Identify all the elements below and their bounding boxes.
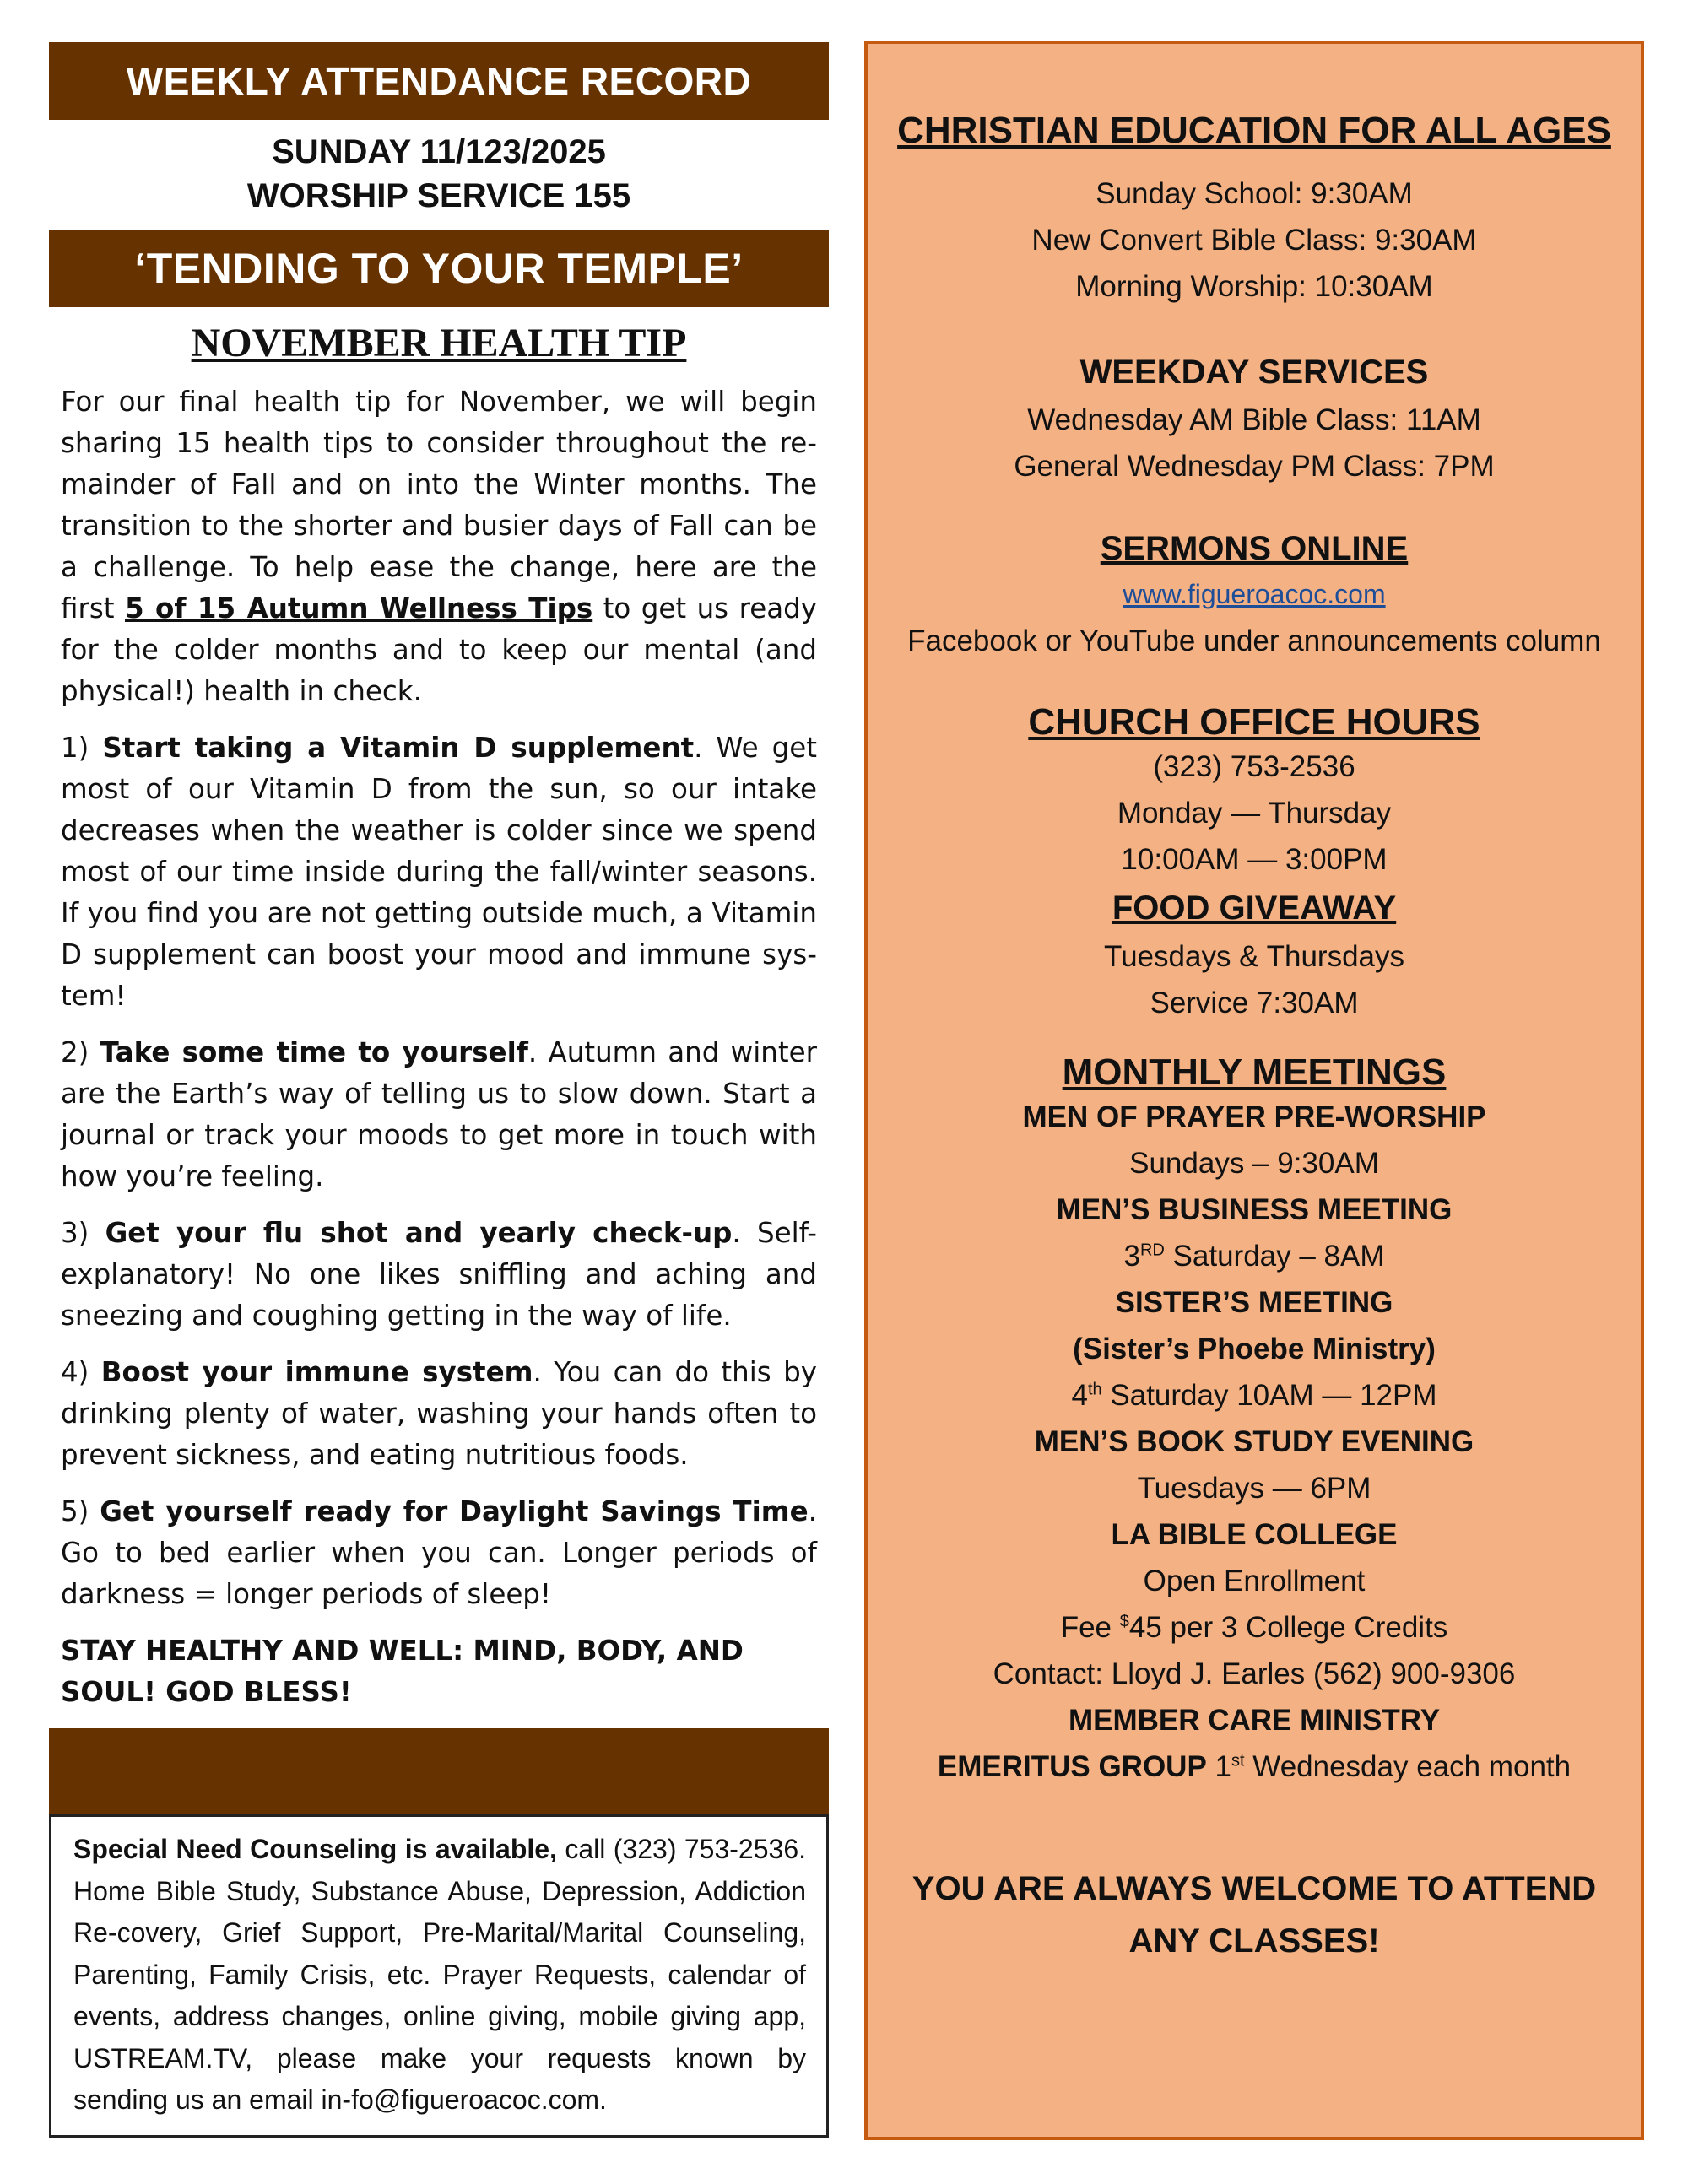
mens-book-study-name: MEN’S BOOK STUDY EVENING	[1034, 1425, 1474, 1458]
sisters-meeting-name: SISTER’S MEETING	[1115, 1286, 1393, 1319]
new-convert-class-line: New Convert Bible Class: 9:30AM	[1031, 224, 1477, 257]
food-giveaway-time: Service 7:30AM	[1150, 987, 1359, 1019]
office-hours: 10:00AM — 3:00PM	[1121, 843, 1388, 876]
tip-5: 5) Get yourself ready for Daylight Savings Time. Go to bed earlier when you can. Longer periods of darkness = longer periods of sleep!	[61, 1495, 817, 1610]
food-giveaway-title: FOOD GIVEAWAY	[1112, 889, 1397, 927]
food-giveaway-days: Tuesdays & Thursdays	[1104, 940, 1404, 973]
la-bible-college-fee: Fee $45 per 3 College Credits	[1060, 1611, 1448, 1644]
church-office-hours-title: CHURCH OFFICE HOURS	[1028, 701, 1480, 743]
christian-education-title: CHRISTIAN EDUCATION FOR ALL AGES	[897, 110, 1611, 151]
empty-brown-banner	[49, 1728, 829, 1814]
member-care-ministry-name: MEMBER CARE MINISTRY	[1068, 1704, 1441, 1737]
website-link[interactable]: www.figueroacoc.com	[1123, 579, 1386, 609]
la-bible-college-contact: Contact: Lloyd J. Earles (562) 900-9306	[993, 1657, 1516, 1690]
health-tip-title: NOVEMBER HEALTH TIP	[191, 321, 687, 365]
right-column-panel	[864, 41, 1644, 2140]
sunday-school-line: Sunday School: 9:30AM	[1096, 177, 1413, 210]
intro-paragraph: For our final health tip for November, we will begin sharing 15 health tips to consider throughout the re-mainder of Fall and on into the Winter months. The transition to the shorter and busier days of Fall can be a challenge. To help ease the change, here are the first 5 of 15 Autumn Wellness Tips to get us ready for the colder months and to keep our mental (and physical!) health in check.	[61, 386, 817, 707]
men-of-prayer-time: Sundays – 9:30AM	[1129, 1147, 1379, 1180]
left-column	[49, 42, 829, 2138]
sermons-online-title: SERMONS ONLINE	[1100, 530, 1409, 567]
tip-4: 4) Boost your immune system. You can do this by drinking plenty of water, washing your hands often to prevent sickness, and eating nutritious foods.	[61, 1356, 817, 1471]
morning-worship-line: Morning Worship: 10:30AM	[1075, 270, 1433, 303]
tip-2: 2) Take some time to yourself. Autumn and winter are the Earth’s way of telling us to slow down. Start a journal or track your moods to get more in touch with how you’re feeling.	[61, 1036, 817, 1192]
office-days: Monday — Thursday	[1117, 797, 1392, 830]
sisters-meeting-time: 4th Saturday 10AM — 12PM	[1071, 1379, 1437, 1412]
welcome-line-2: ANY CLASSES!	[1128, 1922, 1380, 1960]
service-info	[49, 130, 829, 218]
worship-service-count: WORSHIP SERVICE 155	[246, 177, 631, 214]
weekday-services-title: WEEKDAY SERVICES	[1079, 354, 1429, 391]
closing-blessing: STAY HEALTHY AND WELL: MIND, BODY, AND SOUL! GOD BLESS!	[61, 1635, 744, 1708]
men-of-prayer-name: MEN OF PRAYER PRE-WORSHIP	[1022, 1100, 1486, 1133]
service-date: SUNDAY 11/123/2025	[272, 133, 606, 170]
emeritus-group-line: EMERITUS GROUP 1st Wednesday each month	[937, 1750, 1572, 1783]
counseling-text: call (323) 753-2536. Home Bible Study, Substance Abuse, Depression, Addiction Re-covery, Grief Support, Pre-Marital/Marital Counseling, Parenting, Family Crisis, etc. Prayer Requests, calendar of events, address changes, online giving, mobile giving app, USTREAM.TV, please make your requests known by sending us an email in-fo@figueroacoc.com.	[73, 1834, 806, 2115]
attendance-record-banner: WEEKLY ATTENDANCE RECORD	[49, 42, 829, 120]
mens-business-name: MEN’S BUSINESS MEETING	[1056, 1193, 1453, 1226]
theme-banner: ‘TENDING TO YOUR TEMPLE’	[49, 230, 829, 307]
mens-business-time: 3RD Saturday – 8AM	[1123, 1240, 1385, 1273]
counseling-lead: Special Need Counseling is available,	[73, 1834, 557, 1864]
wednesday-am-class-line: Wednesday AM Bible Class: 11AM	[1027, 403, 1481, 436]
office-phone: (323) 753-2536	[1153, 750, 1355, 783]
wellness-tips-highlight: 5 of 15 Autumn Wellness Tips	[124, 592, 593, 624]
welcome-line-1: YOU ARE ALWAYS WELCOME TO ATTEND	[912, 1870, 1597, 1907]
la-bible-college-name: LA BIBLE COLLEGE	[1111, 1518, 1398, 1551]
counseling-box	[49, 1814, 829, 2138]
mens-book-study-time: Tuesdays — 6PM	[1137, 1472, 1372, 1505]
health-tip-body	[49, 381, 829, 1713]
tip-3: 3) Get your flu shot and yearly check-up. Self-explanatory! No one likes sniffling and aching and sneezing and coughing getting in the way of life.	[61, 1217, 817, 1332]
sermons-note: Facebook or YouTube under announcements column	[907, 624, 1601, 657]
tip-1: 1) Start taking a Vitamin D supplement. We get most of our Vitamin D from the sun, so our intake decreases when the weather is colder since we spend most of our time inside during the fall/winter seasons. If you find you are not getting outside much, a Vitamin D supplement can boost your mood and immune sys-tem!	[61, 732, 817, 1012]
wednesday-pm-class-line: General Wednesday PM Class: 7PM	[1014, 450, 1495, 483]
la-bible-college-enrollment: Open Enrollment	[1143, 1565, 1366, 1597]
monthly-meetings-title: MONTHLY MEETINGS	[1062, 1051, 1447, 1093]
sisters-meeting-subtitle: (Sister’s Phoebe Ministry)	[1073, 1333, 1436, 1365]
